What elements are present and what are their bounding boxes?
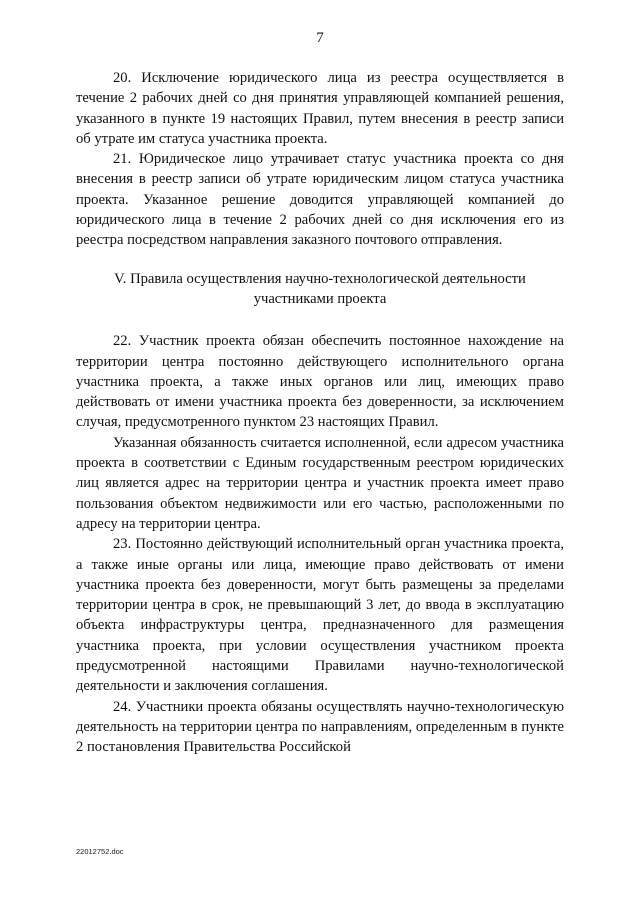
paragraph-23: 23. Постоянно действующий исполнительный орган участника проекта, а также иные органы или лица, имеющие право действовать от имени участника проекта без доверенности, могут быть размещены за пределами территории центра в срок, не превышающий 3 лет, до ввода в эксплуатацию объекта инфраструктуры центра, предназначенного для размещения участника проекта, при условии осуществления участником проекта предусмотренной настоящими Правилами научно-технологической деятельности и заключения соглашения. — [76, 536, 564, 695]
paragraph-21: 21. Юридическое лицо утрачивает статус участника проекта со дня внесения в реестр записи об утрате юридическим лицом статуса участника проекта. Указанное решение доводится управляющей компанией до юридического лица в течение 2 рабочих дней со дня исключения его из реестра посредством направления заказного почтового отправления. — [76, 151, 564, 249]
footer-document-id: 22012752.doc — [76, 847, 124, 856]
section-heading-line-2: участниками проекта — [253, 290, 387, 307]
document-body — [76, 68, 564, 758]
paragraph-22-continuation: Указанная обязанность считается исполненной, если адресом участника проекта в соответствии с Единым государственным реестром юридических лиц является адрес на территории центра и участник проекта имеет право пользования объектом недвижимости или его частью, расположенными по адресу на территории центра. — [76, 434, 564, 532]
paragraph-24: 24. Участники проекта обязаны осуществлять научно-технологическую деятельность на территории центра по направлениям, определенным в пункте 2 постановления Правительства Российской — [76, 698, 564, 756]
page-number: 7 — [316, 30, 324, 46]
section-heading-line-1: V. Правила осуществления научно-технологической деятельности — [114, 270, 526, 287]
paragraph-20: 20. Исключение юридического лица из реестра осуществляется в течение 2 рабочих дней со дня принятия управляющей компанией решения, указанного в пункте 19 настоящих Правил, путем внесения в реестр записи об утрате им статуса участника проекта. — [76, 70, 564, 147]
section-heading — [76, 269, 564, 310]
paragraph-22: 22. Участник проекта обязан обеспечить постоянное нахождение на территории центра постоянно действующего исполнительного органа участника проекта, а также иных органов или лиц, имеющих право действовать от имени участника проекта без доверенности, за исключением случая, предусмотренного пунктом 23 настоящих Правил. — [76, 333, 564, 431]
